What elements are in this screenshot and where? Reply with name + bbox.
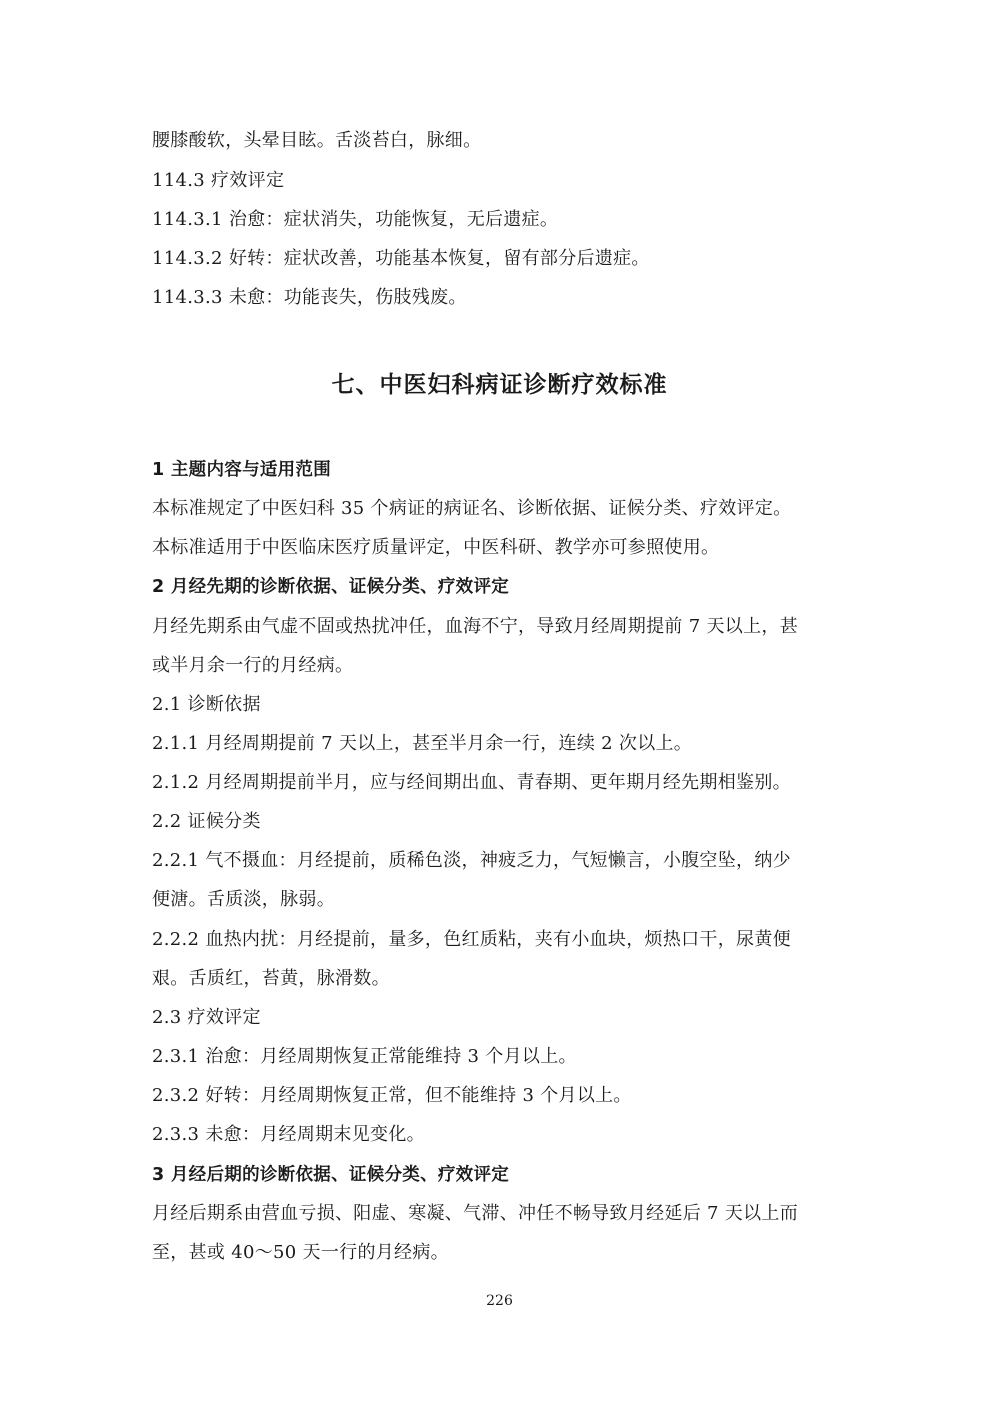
text-line: 腰膝酸软，头晕目眩。舌淡苔白，脉细。 bbox=[152, 130, 482, 151]
text-line: 2.1.2 月经周期提前半月，应与经间期出血、青春期、更年期月经先期相鉴别。 bbox=[152, 772, 791, 793]
text-line: 2.3.3 未愈：月经周期末见变化。 bbox=[152, 1124, 425, 1145]
text-line: 114.3.1 治愈：症状消失，功能恢复，无后遗症。 bbox=[152, 209, 559, 230]
paragraph: 至，甚或 40～50 天一行的月经病。 bbox=[152, 1242, 449, 1263]
chapter-title: 七、中医妇科病证诊断疗效标准 bbox=[331, 372, 668, 398]
paragraph: 本标准规定了中医妇科 35 个病证的病证名、诊断依据、证候分类、疗效评定。 bbox=[152, 498, 792, 519]
text-line: 便溏。舌质淡，脉弱。 bbox=[152, 889, 335, 910]
subsection-heading: 2.1 诊断依据 bbox=[152, 694, 261, 715]
paragraph: 或半月余一行的月经病。 bbox=[152, 655, 354, 676]
text-line: 2.1.1 月经周期提前 7 天以上，甚至半月余一行，连续 2 次以上。 bbox=[152, 733, 693, 754]
text-line: 2.2.2 血热内扰：月经提前，量多，色红质粘，夹有小血块，烦热口干，尿黄便 bbox=[152, 929, 791, 950]
paragraph: 月经后期系由营血亏损、阳虚、寒凝、气滞、冲任不畅导致月经延后 7 天以上而 bbox=[152, 1203, 798, 1224]
text-line: 2.3.1 治愈：月经周期恢复正常能维持 3 个月以上。 bbox=[152, 1046, 577, 1067]
text-line: 114.3.3 未愈：功能丧失，伤肢残废。 bbox=[152, 287, 467, 308]
text-line: 2.3.2 好转：月经周期恢复正常，但不能维持 3 个月以上。 bbox=[152, 1085, 632, 1106]
paragraph: 本标准适用于中医临床医疗质量评定，中医科研、教学亦可参照使用。 bbox=[152, 537, 720, 558]
text-line: 114.3.2 好转：症状改善，功能基本恢复，留有部分后遗症。 bbox=[152, 248, 650, 269]
subsection-heading: 114.3 疗效评定 bbox=[152, 170, 285, 191]
section-heading: 1 主题内容与适用范围 bbox=[152, 460, 332, 480]
text-line: 艰。舌质红，苔黄，脉滑数。 bbox=[152, 968, 390, 989]
section-heading: 3 月经后期的诊断依据、证候分类、疗效评定 bbox=[152, 1165, 510, 1185]
section-heading: 2 月经先期的诊断依据、证候分类、疗效评定 bbox=[152, 577, 510, 597]
subsection-heading: 2.2 证候分类 bbox=[152, 811, 261, 832]
subsection-heading: 2.3 疗效评定 bbox=[152, 1007, 261, 1028]
page-number: 226 bbox=[486, 1293, 513, 1309]
text-line: 2.2.1 气不摄血：月经提前，质稀色淡，神疲乏力，气短懒言，小腹空坠，纳少 bbox=[152, 850, 791, 871]
paragraph: 月经先期系由气虚不固或热扰冲任，血海不宁，导致月经周期提前 7 天以上，甚 bbox=[152, 616, 798, 637]
